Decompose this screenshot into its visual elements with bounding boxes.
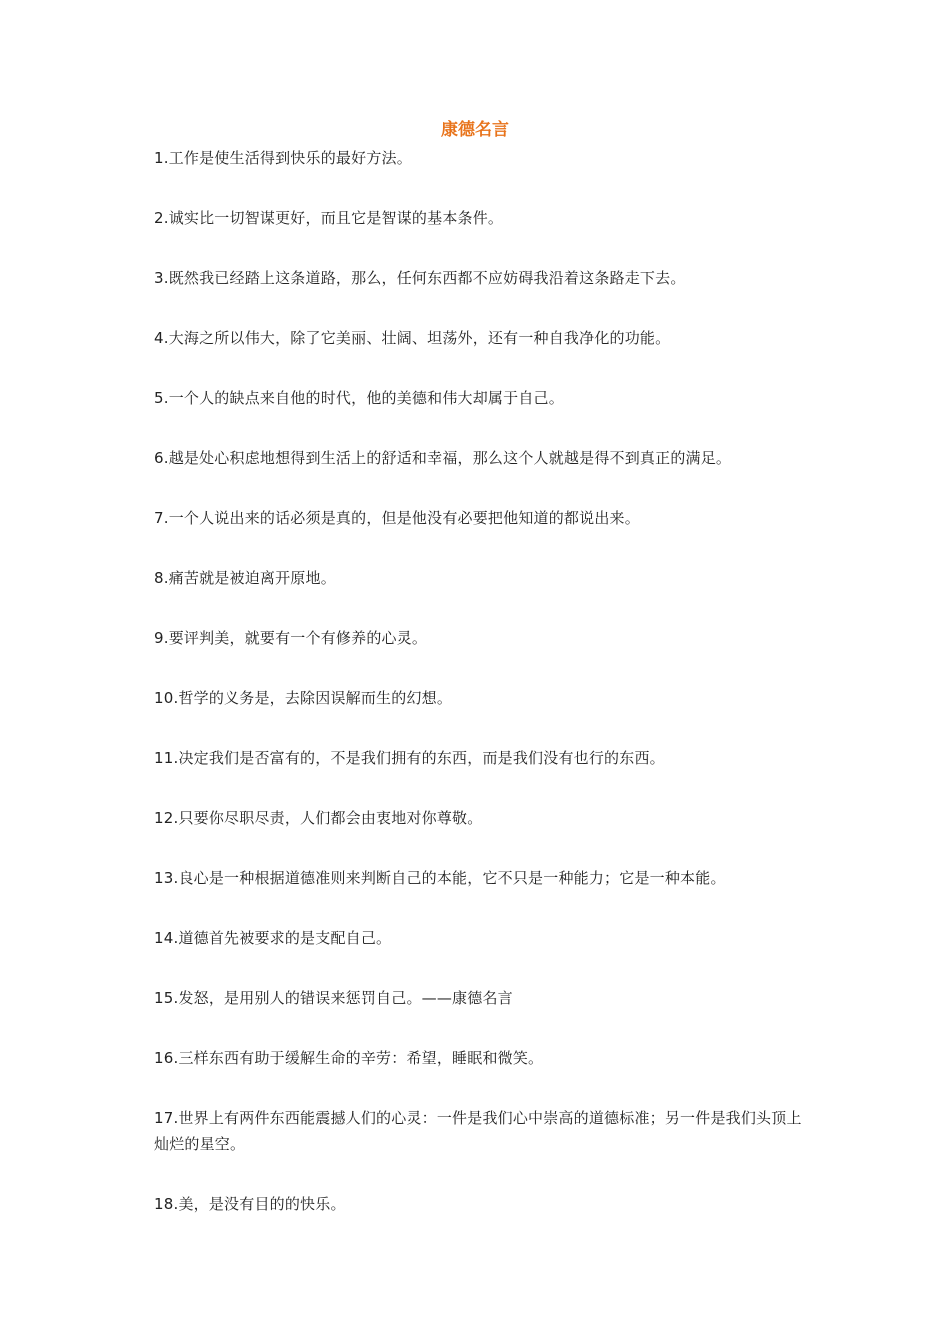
quote-item: 8.痛苦就是被迫离开原地。 (154, 569, 336, 587)
quote-item: 5.一个人的缺点来自他的时代，他的美德和伟大却属于自己。 (154, 389, 564, 407)
quote-item: 1.工作是使生活得到快乐的最好方法。 (154, 149, 412, 167)
quote-item: 18.美，是没有目的的快乐。 (154, 1195, 346, 1213)
quote-item: 14.道德首先被要求的是支配自己。 (154, 929, 392, 947)
quote-item: 13.良心是一种根据道德准则来判断自己的本能，它不只是一种能力；它是一种本能。 (154, 869, 726, 887)
quote-item: 7.一个人说出来的话必须是真的，但是他没有必要把他知道的都说出来。 (154, 509, 640, 527)
quote-item: 9.要评判美，就要有一个有修养的心灵。 (154, 629, 428, 647)
quote-item: 15.发怒，是用别人的错误来惩罚自己。——康德名言 (154, 989, 513, 1007)
quote-item: 16.三样东西有助于缓解生命的辛劳：希望，睡眠和微笑。 (154, 1049, 544, 1067)
quote-item: 2.诚实比一切智谋更好，而且它是智谋的基本条件。 (154, 209, 504, 227)
quote-item: 10.哲学的义务是，去除因误解而生的幻想。 (154, 689, 453, 707)
quote-item: 17.世界上有两件东西能震撼人们的心灵：一件是我们心中崇高的道德标准；另一件是我们头顶上灿烂的星空。 (154, 1109, 802, 1153)
quote-list (154, 145, 804, 1251)
quote-item: 12.只要你尽职尽责，人们都会由衷地对你尊敬。 (154, 809, 483, 827)
quote-item: 3.既然我已经踏上这条道路，那么，任何东西都不应妨碍我沿着这条路走下去。 (154, 269, 686, 287)
document-title: 康德名言 (441, 120, 509, 140)
quote-item: 6.越是处心积虑地想得到生活上的舒适和幸福，那么这个人就越是得不到真正的满足。 (154, 449, 732, 467)
quote-item: 11.决定我们是否富有的，不是我们拥有的东西，而是我们没有也行的东西。 (154, 749, 665, 767)
quote-item: 4.大海之所以伟大，除了它美丽、壮阔、坦荡外，还有一种自我净化的功能。 (154, 329, 671, 347)
